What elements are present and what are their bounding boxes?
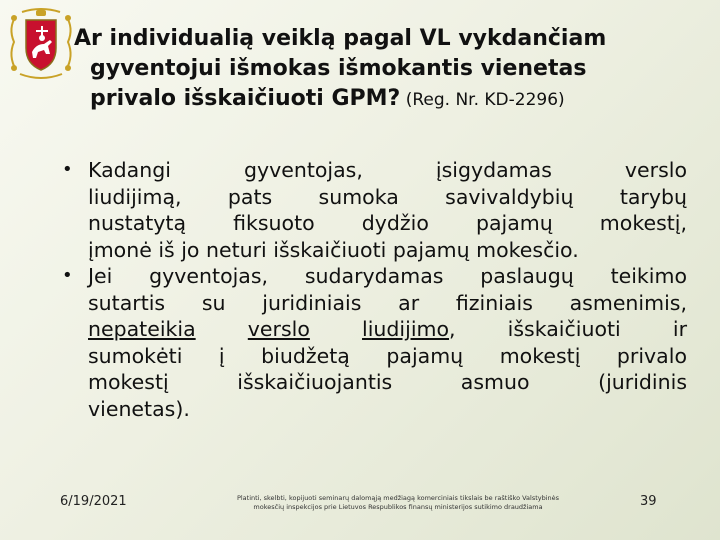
- bullet-1-line-4: įmonė iš jo neturi išskaičiuoti pajamų mokesčio.: [88, 237, 579, 262]
- bullet-2-line-4: sumokėti į biudžetą pajamų mokestį privalo: [88, 343, 687, 368]
- footer-copyright-note: [188, 494, 608, 512]
- bullet-1-line-2: liudijimą, pats sumoka savivaldybių tarybų: [88, 184, 687, 209]
- footer-note-line-2: mokesčių inspekcijos prie Lietuvos Respublikos finansų ministerijos sutikimo draudžiama: [253, 503, 543, 511]
- underlined-liudijimo: liudijimo: [362, 317, 450, 341]
- bullet-2-line-2: sutartis su juridiniais ar fiziniais asmenimis,: [88, 290, 687, 315]
- bullet-1-line-3: nustatytą fiksuoto dydžio pajamų mokestį,: [88, 211, 687, 235]
- title-line-1: Ar individualią veiklą pagal VL vykdančiam: [74, 26, 607, 51]
- bullet-2-line-3: [88, 316, 687, 343]
- underlined-nepateikia: nepateikia: [88, 317, 196, 341]
- bullet-dot: •: [62, 265, 73, 286]
- title-question: privalo išskaičiuoti GPM?: [90, 86, 401, 111]
- bullet-2-line-3-rest: , išskaičiuoti ir: [449, 317, 687, 341]
- bullet-list: [62, 157, 687, 422]
- underlined-verslo: verslo: [247, 317, 310, 341]
- bullet-item-2: [62, 263, 687, 422]
- title-line-2: gyventojui išmokas išmokantis vienetas: [90, 56, 587, 81]
- bullet-1-line-1: Kadangi gyventojas, įsigydamas verslo: [88, 158, 687, 182]
- bullet-dot: •: [62, 159, 73, 180]
- bullet-item-1: [62, 157, 687, 263]
- bullet-2-line-1: Jei gyventojas, sudarydamas paslaugų teikimo: [88, 264, 687, 288]
- bullet-2-line-6: vienetas).: [88, 396, 190, 421]
- slide-title: [74, 24, 694, 115]
- page-number: 39: [640, 494, 657, 509]
- title-line-3: [74, 84, 694, 115]
- bullet-2-line-5: mokestį išskaičiuojantis asmuo (juridinis: [88, 370, 687, 394]
- coat-of-arms-icon: [6, 8, 76, 80]
- registration-number: (Reg. Nr. KD-2296): [400, 90, 565, 110]
- footer-note-line-1: Platinti, skelbti, kopijuoti seminarų dalomąją medžiagą komerciniais tikslais be raštiško Valstybinės: [236, 494, 560, 502]
- footer-date: 6/19/2021: [60, 494, 127, 509]
